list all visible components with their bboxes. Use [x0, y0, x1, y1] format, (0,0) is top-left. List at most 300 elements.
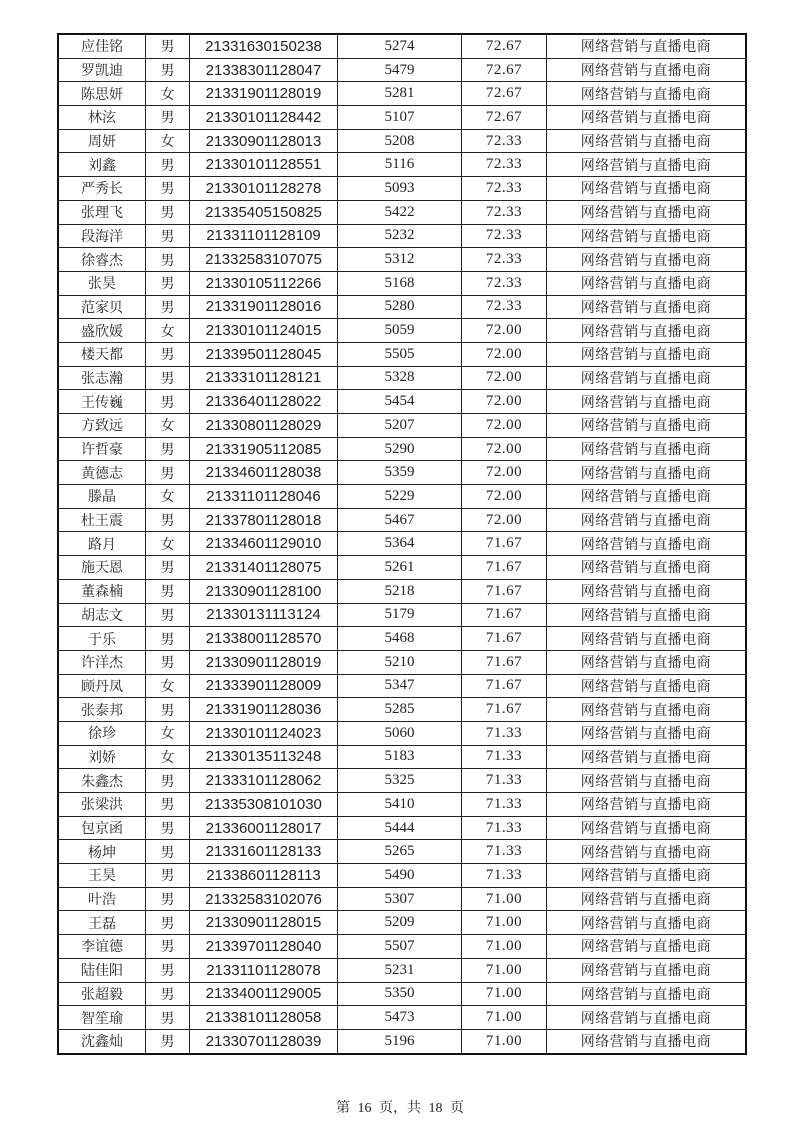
serial-number-cell: 5232 — [338, 224, 462, 248]
score-cell: 72.33 — [462, 271, 547, 295]
serial-number-cell: 5312 — [338, 248, 462, 272]
table-row — [58, 153, 746, 177]
score-cell: 71.00 — [462, 935, 547, 959]
score-cell: 72.33 — [462, 153, 547, 177]
exam-id-cell: 21330801128029 — [190, 414, 338, 438]
exam-id-cell: 21334601129010 — [190, 532, 338, 556]
score-cell: 72.00 — [462, 390, 547, 414]
serial-number-cell: 5307 — [338, 887, 462, 911]
major-cell: 网络营销与直播电商 — [547, 177, 747, 201]
gender-cell: 男 — [146, 177, 190, 201]
table-row — [58, 840, 746, 864]
major-cell: 网络营销与直播电商 — [547, 769, 747, 793]
table-row — [58, 793, 746, 817]
score-cell: 71.33 — [462, 793, 547, 817]
table-row — [58, 627, 746, 651]
student-name-cell: 楼天都 — [58, 342, 146, 366]
table-row — [58, 271, 746, 295]
student-name-cell: 滕晶 — [58, 485, 146, 509]
results-table — [57, 33, 747, 1055]
gender-cell: 男 — [146, 200, 190, 224]
exam-id-cell: 21337801128018 — [190, 508, 338, 532]
exam-id-cell: 21330901128100 — [190, 579, 338, 603]
score-cell: 71.67 — [462, 674, 547, 698]
major-cell: 网络营销与直播电商 — [547, 414, 747, 438]
gender-cell: 男 — [146, 769, 190, 793]
serial-number-cell: 5422 — [338, 200, 462, 224]
exam-id-cell: 21331901128036 — [190, 698, 338, 722]
serial-number-cell: 5261 — [338, 556, 462, 580]
student-name-cell: 叶浩 — [58, 887, 146, 911]
score-cell: 72.33 — [462, 200, 547, 224]
gender-cell: 男 — [146, 1029, 190, 1053]
gender-cell: 男 — [146, 342, 190, 366]
student-name-cell: 应佳铭 — [58, 34, 146, 58]
student-name-cell: 智笙瑜 — [58, 1006, 146, 1030]
student-name-cell: 徐珍 — [58, 721, 146, 745]
exam-id-cell: 21330701128039 — [190, 1029, 338, 1053]
major-cell: 网络营销与直播电商 — [547, 366, 747, 390]
major-cell: 网络营销与直播电商 — [547, 224, 747, 248]
score-cell: 71.67 — [462, 650, 547, 674]
student-name-cell: 张昊 — [58, 271, 146, 295]
student-name-cell: 黄德志 — [58, 461, 146, 485]
table-row — [58, 721, 746, 745]
student-name-cell: 盛欣媛 — [58, 319, 146, 343]
gender-cell: 男 — [146, 295, 190, 319]
student-name-cell: 陆佳阳 — [58, 958, 146, 982]
table-row — [58, 177, 746, 201]
major-cell: 网络营销与直播电商 — [547, 698, 747, 722]
gender-cell: 男 — [146, 579, 190, 603]
score-cell: 71.67 — [462, 603, 547, 627]
major-cell: 网络营销与直播电商 — [547, 58, 747, 82]
student-name-cell: 董森楠 — [58, 579, 146, 603]
score-cell: 71.67 — [462, 627, 547, 651]
major-cell: 网络营销与直播电商 — [547, 674, 747, 698]
student-name-cell: 刘娇 — [58, 745, 146, 769]
gender-cell: 女 — [146, 414, 190, 438]
serial-number-cell: 5473 — [338, 1006, 462, 1030]
score-cell: 71.00 — [462, 1029, 547, 1053]
student-name-cell: 王磊 — [58, 911, 146, 935]
serial-number-cell: 5290 — [338, 437, 462, 461]
gender-cell: 女 — [146, 82, 190, 106]
student-name-cell: 杜王震 — [58, 508, 146, 532]
table-row — [58, 745, 746, 769]
exam-id-cell: 21330901128013 — [190, 129, 338, 153]
student-name-cell: 罗凯迪 — [58, 58, 146, 82]
major-cell: 网络营销与直播电商 — [547, 911, 747, 935]
exam-id-cell: 21336001128017 — [190, 816, 338, 840]
score-cell: 72.67 — [462, 82, 547, 106]
score-cell: 72.67 — [462, 34, 547, 58]
table-row — [58, 342, 746, 366]
score-cell: 72.00 — [462, 437, 547, 461]
table-row — [58, 958, 746, 982]
serial-number-cell: 5479 — [338, 58, 462, 82]
exam-id-cell: 21331101128078 — [190, 958, 338, 982]
student-name-cell: 李谊德 — [58, 935, 146, 959]
score-cell: 72.33 — [462, 248, 547, 272]
exam-id-cell: 21330101128551 — [190, 153, 338, 177]
major-cell: 网络营销与直播电商 — [547, 153, 747, 177]
table-row — [58, 887, 746, 911]
gender-cell: 女 — [146, 532, 190, 556]
serial-number-cell: 5490 — [338, 864, 462, 888]
major-cell: 网络营销与直播电商 — [547, 461, 747, 485]
exam-id-cell: 21330131113124 — [190, 603, 338, 627]
score-cell: 71.67 — [462, 579, 547, 603]
exam-id-cell: 21330901128019 — [190, 650, 338, 674]
student-name-cell: 包京函 — [58, 816, 146, 840]
student-name-cell: 胡志文 — [58, 603, 146, 627]
score-cell: 72.00 — [462, 508, 547, 532]
major-cell: 网络营销与直播电商 — [547, 342, 747, 366]
exam-id-cell: 21335308101030 — [190, 793, 338, 817]
score-cell: 72.33 — [462, 224, 547, 248]
table-row — [58, 650, 746, 674]
table-row — [58, 414, 746, 438]
major-cell: 网络营销与直播电商 — [547, 1006, 747, 1030]
gender-cell: 男 — [146, 224, 190, 248]
serial-number-cell: 5208 — [338, 129, 462, 153]
exam-id-cell: 21331905112085 — [190, 437, 338, 461]
gender-cell: 女 — [146, 745, 190, 769]
major-cell: 网络营销与直播电商 — [547, 437, 747, 461]
exam-id-cell: 21330105112266 — [190, 271, 338, 295]
major-cell: 网络营销与直播电商 — [547, 603, 747, 627]
score-cell: 71.33 — [462, 769, 547, 793]
score-cell: 72.67 — [462, 58, 547, 82]
exam-id-cell: 21333101128121 — [190, 366, 338, 390]
gender-cell: 女 — [146, 319, 190, 343]
gender-cell: 女 — [146, 129, 190, 153]
serial-number-cell: 5116 — [338, 153, 462, 177]
exam-id-cell: 21338301128047 — [190, 58, 338, 82]
serial-number-cell: 5218 — [338, 579, 462, 603]
exam-id-cell: 21339701128040 — [190, 935, 338, 959]
major-cell: 网络营销与直播电商 — [547, 485, 747, 509]
gender-cell: 男 — [146, 698, 190, 722]
serial-number-cell: 5468 — [338, 627, 462, 651]
table-row — [58, 1006, 746, 1030]
table-row — [58, 437, 746, 461]
student-name-cell: 施天恩 — [58, 556, 146, 580]
major-cell: 网络营销与直播电商 — [547, 935, 747, 959]
major-cell: 网络营销与直播电商 — [547, 840, 747, 864]
student-name-cell: 严秀长 — [58, 177, 146, 201]
gender-cell: 女 — [146, 485, 190, 509]
student-name-cell: 许哲豪 — [58, 437, 146, 461]
student-name-cell: 林泫 — [58, 106, 146, 130]
score-cell: 71.33 — [462, 816, 547, 840]
student-name-cell: 张泰邦 — [58, 698, 146, 722]
student-name-cell: 杨坤 — [58, 840, 146, 864]
gender-cell: 女 — [146, 674, 190, 698]
score-cell: 72.00 — [462, 461, 547, 485]
major-cell: 网络营销与直播电商 — [547, 721, 747, 745]
table-row — [58, 58, 746, 82]
student-name-cell: 陈思妍 — [58, 82, 146, 106]
exam-id-cell: 21333101128062 — [190, 769, 338, 793]
major-cell: 网络营销与直播电商 — [547, 627, 747, 651]
serial-number-cell: 5281 — [338, 82, 462, 106]
score-cell: 71.67 — [462, 698, 547, 722]
table-row — [58, 129, 746, 153]
score-cell: 71.33 — [462, 840, 547, 864]
student-name-cell: 王传巍 — [58, 390, 146, 414]
student-name-cell: 沈鑫灿 — [58, 1029, 146, 1053]
major-cell: 网络营销与直播电商 — [547, 82, 747, 106]
student-name-cell: 张梁洪 — [58, 793, 146, 817]
table-row — [58, 674, 746, 698]
major-cell: 网络营销与直播电商 — [547, 390, 747, 414]
student-name-cell: 朱鑫杰 — [58, 769, 146, 793]
major-cell: 网络营销与直播电商 — [547, 982, 747, 1006]
serial-number-cell: 5347 — [338, 674, 462, 698]
score-cell: 72.33 — [462, 129, 547, 153]
serial-number-cell: 5231 — [338, 958, 462, 982]
serial-number-cell: 5285 — [338, 698, 462, 722]
serial-number-cell: 5060 — [338, 721, 462, 745]
major-cell: 网络营销与直播电商 — [547, 295, 747, 319]
table-row — [58, 935, 746, 959]
gender-cell: 男 — [146, 793, 190, 817]
score-cell: 71.00 — [462, 911, 547, 935]
exam-id-cell: 21331630150238 — [190, 34, 338, 58]
exam-id-cell: 21338601128113 — [190, 864, 338, 888]
exam-id-cell: 21332583107075 — [190, 248, 338, 272]
gender-cell: 男 — [146, 271, 190, 295]
exam-id-cell: 21338101128058 — [190, 1006, 338, 1030]
exam-id-cell: 21336401128022 — [190, 390, 338, 414]
table-row — [58, 106, 746, 130]
serial-number-cell: 5274 — [338, 34, 462, 58]
serial-number-cell: 5210 — [338, 650, 462, 674]
table-row — [58, 1029, 746, 1053]
gender-cell: 男 — [146, 864, 190, 888]
score-cell: 72.33 — [462, 177, 547, 201]
gender-cell: 女 — [146, 721, 190, 745]
serial-number-cell: 5359 — [338, 461, 462, 485]
major-cell: 网络营销与直播电商 — [547, 319, 747, 343]
serial-number-cell: 5444 — [338, 816, 462, 840]
serial-number-cell: 5196 — [338, 1029, 462, 1053]
major-cell: 网络营销与直播电商 — [547, 958, 747, 982]
student-name-cell: 张理飞 — [58, 200, 146, 224]
gender-cell: 男 — [146, 1006, 190, 1030]
table-row — [58, 508, 746, 532]
serial-number-cell: 5505 — [338, 342, 462, 366]
table-row — [58, 485, 746, 509]
score-cell: 71.00 — [462, 982, 547, 1006]
table-row — [58, 390, 746, 414]
major-cell: 网络营销与直播电商 — [547, 650, 747, 674]
score-cell: 72.67 — [462, 106, 547, 130]
score-cell: 72.00 — [462, 485, 547, 509]
gender-cell: 男 — [146, 911, 190, 935]
table-row — [58, 911, 746, 935]
exam-id-cell: 21330901128015 — [190, 911, 338, 935]
table-row — [58, 319, 746, 343]
table-row — [58, 295, 746, 319]
serial-number-cell: 5364 — [338, 532, 462, 556]
major-cell: 网络营销与直播电商 — [547, 248, 747, 272]
gender-cell: 男 — [146, 556, 190, 580]
table-row — [58, 556, 746, 580]
student-name-cell: 段海洋 — [58, 224, 146, 248]
exam-id-cell: 21331901128019 — [190, 82, 338, 106]
gender-cell: 男 — [146, 106, 190, 130]
major-cell: 网络营销与直播电商 — [547, 793, 747, 817]
serial-number-cell: 5328 — [338, 366, 462, 390]
exam-id-cell: 21332583102076 — [190, 887, 338, 911]
score-cell: 72.33 — [462, 295, 547, 319]
score-cell: 71.00 — [462, 1006, 547, 1030]
table-row — [58, 366, 746, 390]
score-cell: 72.00 — [462, 414, 547, 438]
table-row — [58, 982, 746, 1006]
score-cell: 71.00 — [462, 958, 547, 982]
exam-id-cell: 21339501128045 — [190, 342, 338, 366]
table-row — [58, 532, 746, 556]
major-cell: 网络营销与直播电商 — [547, 887, 747, 911]
score-cell: 71.33 — [462, 864, 547, 888]
exam-id-cell: 21330101124023 — [190, 721, 338, 745]
table-row — [58, 579, 746, 603]
student-name-cell: 方致远 — [58, 414, 146, 438]
student-name-cell: 王昊 — [58, 864, 146, 888]
major-cell: 网络营销与直播电商 — [547, 106, 747, 130]
score-cell: 71.00 — [462, 887, 547, 911]
serial-number-cell: 5454 — [338, 390, 462, 414]
table-row — [58, 34, 746, 58]
table-row — [58, 603, 746, 627]
gender-cell: 男 — [146, 366, 190, 390]
serial-number-cell: 5280 — [338, 295, 462, 319]
table-row — [58, 461, 746, 485]
exam-id-cell: 21330101124015 — [190, 319, 338, 343]
gender-cell: 男 — [146, 34, 190, 58]
exam-id-cell: 21330101128278 — [190, 177, 338, 201]
student-name-cell: 张志瀚 — [58, 366, 146, 390]
gender-cell: 男 — [146, 153, 190, 177]
table-row — [58, 816, 746, 840]
exam-id-cell: 21334601128038 — [190, 461, 338, 485]
results-table-body — [58, 34, 746, 1054]
serial-number-cell: 5168 — [338, 271, 462, 295]
student-name-cell: 张超毅 — [58, 982, 146, 1006]
gender-cell: 男 — [146, 248, 190, 272]
major-cell: 网络营销与直播电商 — [547, 864, 747, 888]
gender-cell: 男 — [146, 887, 190, 911]
major-cell: 网络营销与直播电商 — [547, 532, 747, 556]
gender-cell: 男 — [146, 58, 190, 82]
exam-id-cell: 21330135113248 — [190, 745, 338, 769]
serial-number-cell: 5229 — [338, 485, 462, 509]
major-cell: 网络营销与直播电商 — [547, 508, 747, 532]
exam-id-cell: 21331101128046 — [190, 485, 338, 509]
serial-number-cell: 5507 — [338, 935, 462, 959]
serial-number-cell: 5107 — [338, 106, 462, 130]
exam-id-cell: 21330101128442 — [190, 106, 338, 130]
score-cell: 72.00 — [462, 342, 547, 366]
gender-cell: 男 — [146, 390, 190, 414]
exam-id-cell: 21331901128016 — [190, 295, 338, 319]
exam-id-cell: 21333901128009 — [190, 674, 338, 698]
gender-cell: 男 — [146, 603, 190, 627]
score-cell: 71.67 — [462, 556, 547, 580]
student-name-cell: 许洋杰 — [58, 650, 146, 674]
gender-cell: 男 — [146, 982, 190, 1006]
gender-cell: 男 — [146, 627, 190, 651]
major-cell: 网络营销与直播电商 — [547, 816, 747, 840]
serial-number-cell: 5325 — [338, 769, 462, 793]
serial-number-cell: 5179 — [338, 603, 462, 627]
serial-number-cell: 5093 — [338, 177, 462, 201]
table-row — [58, 200, 746, 224]
serial-number-cell: 5467 — [338, 508, 462, 532]
exam-id-cell: 21334001129005 — [190, 982, 338, 1006]
serial-number-cell: 5059 — [338, 319, 462, 343]
gender-cell: 男 — [146, 650, 190, 674]
serial-number-cell: 5410 — [338, 793, 462, 817]
student-name-cell: 徐睿杰 — [58, 248, 146, 272]
gender-cell: 男 — [146, 840, 190, 864]
major-cell: 网络营销与直播电商 — [547, 745, 747, 769]
score-cell: 72.00 — [462, 366, 547, 390]
score-cell: 71.33 — [462, 721, 547, 745]
table-row — [58, 698, 746, 722]
serial-number-cell: 5207 — [338, 414, 462, 438]
table-row — [58, 248, 746, 272]
student-name-cell: 于乐 — [58, 627, 146, 651]
serial-number-cell: 5183 — [338, 745, 462, 769]
major-cell: 网络营销与直播电商 — [547, 1029, 747, 1053]
student-name-cell: 顾丹凤 — [58, 674, 146, 698]
gender-cell: 男 — [146, 958, 190, 982]
exam-id-cell: 21331401128075 — [190, 556, 338, 580]
student-name-cell: 范家贝 — [58, 295, 146, 319]
gender-cell: 男 — [146, 508, 190, 532]
serial-number-cell: 5265 — [338, 840, 462, 864]
major-cell: 网络营销与直播电商 — [547, 129, 747, 153]
gender-cell: 男 — [146, 461, 190, 485]
student-name-cell: 路月 — [58, 532, 146, 556]
score-cell: 71.67 — [462, 532, 547, 556]
score-cell: 71.33 — [462, 745, 547, 769]
table-row — [58, 224, 746, 248]
gender-cell: 男 — [146, 437, 190, 461]
exam-id-cell: 21331101128109 — [190, 224, 338, 248]
exam-id-cell: 21331601128133 — [190, 840, 338, 864]
gender-cell: 男 — [146, 816, 190, 840]
table-row — [58, 769, 746, 793]
table-row — [58, 864, 746, 888]
score-cell: 72.00 — [462, 319, 547, 343]
major-cell: 网络营销与直播电商 — [547, 34, 747, 58]
exam-id-cell: 21338001128570 — [190, 627, 338, 651]
table-row — [58, 82, 746, 106]
student-name-cell: 刘鑫 — [58, 153, 146, 177]
major-cell: 网络营销与直播电商 — [547, 556, 747, 580]
major-cell: 网络营销与直播电商 — [547, 271, 747, 295]
gender-cell: 男 — [146, 935, 190, 959]
page-footer: 第 16 页，共 18 页 — [336, 1101, 464, 1116]
student-name-cell: 周妍 — [58, 129, 146, 153]
major-cell: 网络营销与直播电商 — [547, 579, 747, 603]
